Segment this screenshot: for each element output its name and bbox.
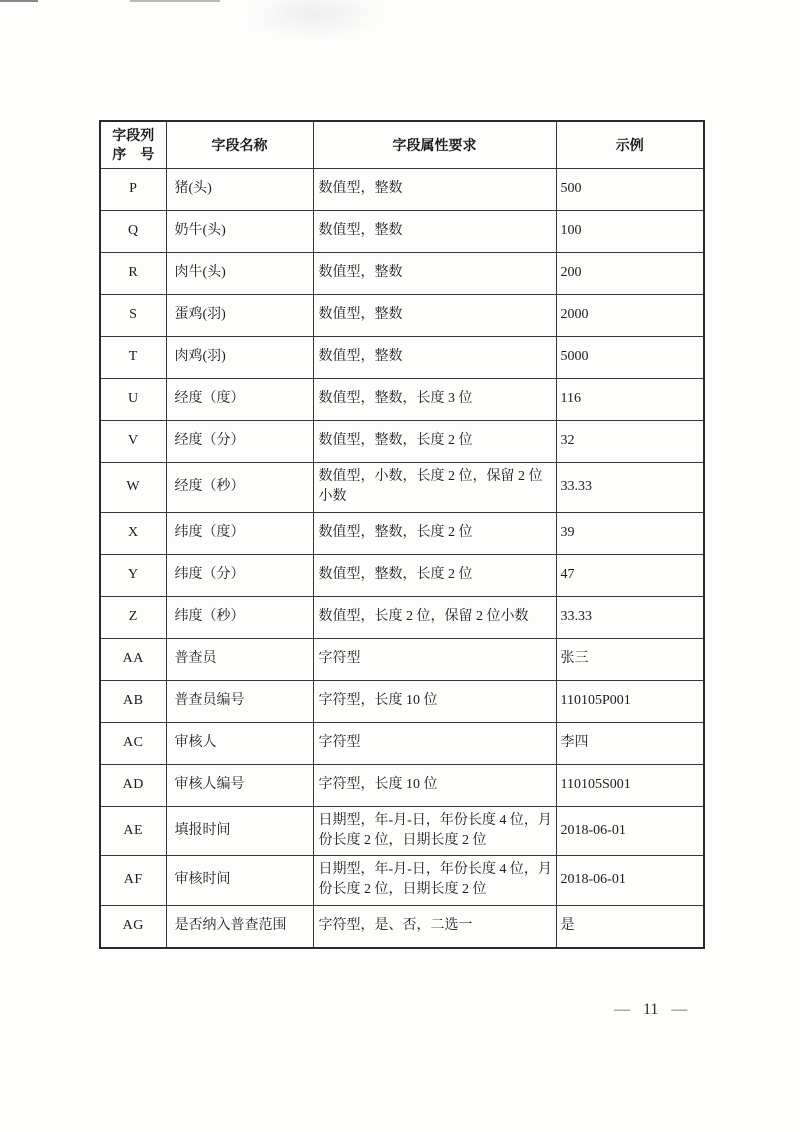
table-row xyxy=(100,680,704,722)
field-example: 33.33 xyxy=(556,596,704,638)
table-row xyxy=(100,554,704,596)
field-requirement: 数值型，整数，长度 2 位 xyxy=(313,512,556,554)
field-code: AA xyxy=(100,638,166,680)
field-example: 是 xyxy=(556,905,704,948)
field-name: 审核人 xyxy=(166,722,313,764)
field-code: Q xyxy=(100,211,166,253)
page-number xyxy=(614,1001,687,1019)
table-row xyxy=(100,764,704,806)
table-row xyxy=(100,379,704,421)
table-row xyxy=(100,253,704,295)
field-code: V xyxy=(100,421,166,463)
field-code: AD xyxy=(100,764,166,806)
field-code: AC xyxy=(100,722,166,764)
field-code: AF xyxy=(100,856,166,906)
field-example: 500 xyxy=(556,169,704,211)
table-row xyxy=(100,463,704,513)
field-name: 蛋鸡(羽) xyxy=(166,295,313,337)
field-example: 5000 xyxy=(556,337,704,379)
field-code: P xyxy=(100,169,166,211)
table-row xyxy=(100,905,704,948)
field-requirement: 字符型，长度 10 位 xyxy=(313,764,556,806)
page-number-dash-right: — xyxy=(671,1001,688,1018)
field-requirement: 日期型，年-月-日，年份长度 4 位，月份长度 2 位，日期长度 2 位 xyxy=(313,806,556,856)
field-name: 奶牛(头) xyxy=(166,211,313,253)
field-name: 肉牛(头) xyxy=(166,253,313,295)
table-row xyxy=(100,169,704,211)
field-code: T xyxy=(100,337,166,379)
field-name: 审核时间 xyxy=(166,856,313,906)
table-row xyxy=(100,421,704,463)
field-example: 110105S001 xyxy=(556,764,704,806)
field-example: 张三 xyxy=(556,638,704,680)
scan-artifact-smudge xyxy=(245,0,385,40)
field-example: 2018-06-01 xyxy=(556,856,704,906)
field-name: 经度（秒） xyxy=(166,463,313,513)
scan-artifact-speck xyxy=(0,0,38,2)
field-code: AG xyxy=(100,905,166,948)
field-name: 审核人编号 xyxy=(166,764,313,806)
field-name: 经度（分） xyxy=(166,421,313,463)
field-requirement: 数值型，整数 xyxy=(313,295,556,337)
field-code: X xyxy=(100,512,166,554)
field-code: AB xyxy=(100,680,166,722)
page-number-value: 11 xyxy=(643,1001,659,1018)
field-code: U xyxy=(100,379,166,421)
field-spec-table xyxy=(99,120,705,949)
table-row xyxy=(100,806,704,856)
field-requirement: 数值型，整数 xyxy=(313,253,556,295)
table-row xyxy=(100,295,704,337)
field-requirement: 字符型，长度 10 位 xyxy=(313,680,556,722)
table-row xyxy=(100,596,704,638)
field-example: 2000 xyxy=(556,295,704,337)
column-header-field-code-line1: 字段列 xyxy=(112,127,155,144)
field-name: 纬度（度） xyxy=(166,512,313,554)
table-row xyxy=(100,512,704,554)
column-header-example: 示例 xyxy=(556,121,704,169)
field-example: 2018-06-01 xyxy=(556,806,704,856)
field-requirement: 字符型 xyxy=(313,722,556,764)
field-requirement: 数值型，整数，长度 2 位 xyxy=(313,421,556,463)
scan-artifact-speck xyxy=(130,0,220,2)
field-code: Z xyxy=(100,596,166,638)
field-name: 纬度（秒） xyxy=(166,596,313,638)
table-row xyxy=(100,638,704,680)
table-row xyxy=(100,211,704,253)
field-code: S xyxy=(100,295,166,337)
field-requirement: 数值型，小数，长度 2 位，保留 2 位小数 xyxy=(313,463,556,513)
field-requirement: 数值型，整数，长度 2 位 xyxy=(313,554,556,596)
column-header-field-code-line2: 序 号 xyxy=(112,146,155,162)
field-example: 116 xyxy=(556,379,704,421)
field-name: 肉鸡(羽) xyxy=(166,337,313,379)
column-header-field-name: 字段名称 xyxy=(166,121,313,169)
field-code: R xyxy=(100,253,166,295)
table-row xyxy=(100,856,704,906)
field-requirement: 数值型，整数，长度 3 位 xyxy=(313,379,556,421)
field-name: 填报时间 xyxy=(166,806,313,856)
field-code: W xyxy=(100,463,166,513)
field-name: 猪(头) xyxy=(166,169,313,211)
field-name: 纬度（分） xyxy=(166,554,313,596)
field-example: 47 xyxy=(556,554,704,596)
table-header-row xyxy=(100,121,704,169)
field-example: 32 xyxy=(556,421,704,463)
field-code: AE xyxy=(100,806,166,856)
field-name: 是否纳入普查范围 xyxy=(166,905,313,948)
table-row xyxy=(100,722,704,764)
field-requirement: 日期型，年-月-日，年份长度 4 位，月份长度 2 位，日期长度 2 位 xyxy=(313,856,556,906)
field-example: 100 xyxy=(556,211,704,253)
field-name: 普查员 xyxy=(166,638,313,680)
field-name: 经度（度） xyxy=(166,379,313,421)
field-code: Y xyxy=(100,554,166,596)
field-requirement: 数值型，长度 2 位，保留 2 位小数 xyxy=(313,596,556,638)
field-example: 李四 xyxy=(556,722,704,764)
field-requirement: 字符型，是、否，二选一 xyxy=(313,905,556,948)
column-header-field-requirement: 字段属性要求 xyxy=(313,121,556,169)
field-requirement: 字符型 xyxy=(313,638,556,680)
field-example: 200 xyxy=(556,253,704,295)
page-number-dash-left: — xyxy=(614,1001,630,1018)
field-requirement: 数值型，整数 xyxy=(313,211,556,253)
column-header-field-code xyxy=(100,121,166,169)
field-name: 普查员编号 xyxy=(166,680,313,722)
field-requirement: 数值型，整数 xyxy=(313,169,556,211)
field-example: 110105P001 xyxy=(556,680,704,722)
table-row xyxy=(100,337,704,379)
field-example: 33.33 xyxy=(556,463,704,513)
field-example: 39 xyxy=(556,512,704,554)
field-requirement: 数值型，整数 xyxy=(313,337,556,379)
